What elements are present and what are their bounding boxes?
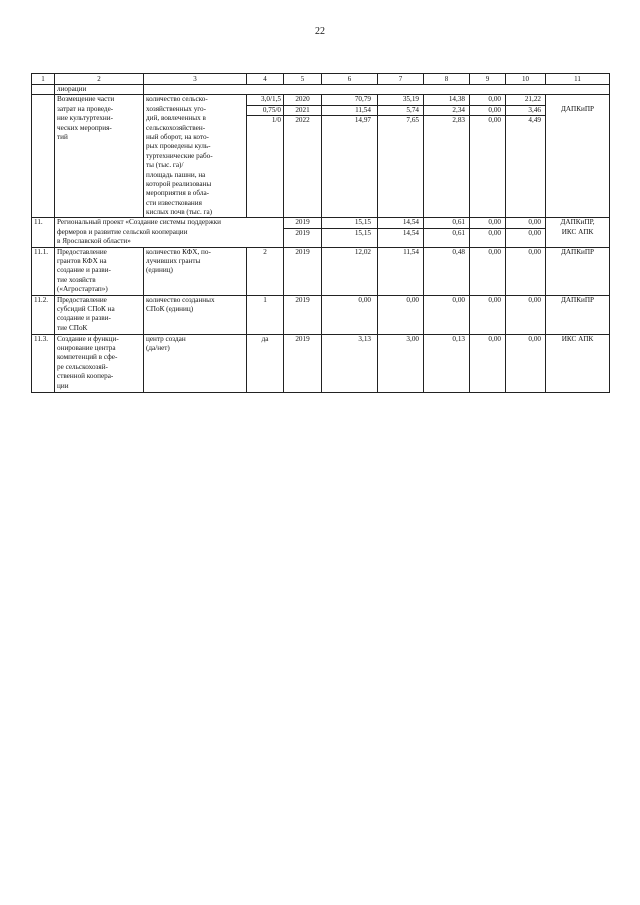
local-value: 0,00 [470, 295, 506, 334]
header-cell: 9 [470, 74, 506, 85]
extra-values: 21,22 3,46 4,49 [506, 95, 546, 218]
local-value: 0,00 [470, 247, 506, 295]
header-cell: 11 [546, 74, 610, 85]
row-number: 11. [32, 218, 55, 247]
total-values: 70,79 11,54 14,97 [322, 95, 378, 218]
indicator-name: количество сельско- хозяйственных уго- дий, вовлеченных в сельскохозяйствен- ный оборот, на кото- рых проведены куль- туртехнические рабо- ты (тыс. га)/ площадь пашни, на которой реализованы мероприятия в обла- сти известкования кислых почв (тыс. га) [144, 95, 247, 218]
extra-value: 0,00 [506, 334, 546, 392]
year: 2019 [284, 247, 322, 295]
table-row [32, 334, 610, 392]
total-value: 12,02 [322, 247, 378, 295]
measure-name: Создание и функци- онирование центра компетенций в сфе- ре сельскохозяй- ственной коопера- ции [55, 334, 144, 392]
responsible: ДАПКиПР [546, 95, 610, 218]
extra-value: 0,00 [506, 295, 546, 334]
header-cell: 2 [55, 74, 144, 85]
page-number: 22 [315, 26, 325, 37]
total-value: 3,13 [322, 334, 378, 392]
row-number: 11.1. [32, 247, 55, 295]
header-cell: 5 [284, 74, 322, 85]
federal-values: 14,54 14,54 [378, 218, 424, 247]
measure-name: Возмещение части затрат на проведе- ние культуртехни- ческих мероприя- тий [55, 95, 144, 218]
regional-value: 0,48 [424, 247, 470, 295]
table-row [32, 95, 610, 218]
header-cell: 8 [424, 74, 470, 85]
federal-value: 0,00 [378, 295, 424, 334]
regional-values: 0,61 0,61 [424, 218, 470, 247]
row-number: 11.3. [32, 334, 55, 392]
program-table [31, 73, 610, 393]
indicator-name: центр создан (да/нет) [144, 334, 247, 392]
local-value: 0,00 [470, 334, 506, 392]
measure-name: Предоставление грантов КФХ на создание и разви- тие хозяйств («Агростартап») [55, 247, 144, 295]
responsible: ИКС АПК [546, 334, 610, 392]
header-cell: 4 [247, 74, 284, 85]
header-cell: 7 [378, 74, 424, 85]
responsible: ДАПКиПР [546, 247, 610, 295]
indicator-value: 2 [247, 247, 284, 295]
year: 2019 [284, 334, 322, 392]
federal-value: 11,54 [378, 247, 424, 295]
federal-value: 3,00 [378, 334, 424, 392]
local-values: 0,00 0,00 [470, 218, 506, 247]
table-row [32, 218, 610, 247]
header-cell: 3 [144, 74, 247, 85]
header-cell: 10 [506, 74, 546, 85]
continued-text: лиорации [55, 85, 144, 95]
table-row [32, 85, 610, 95]
header-cell: 6 [322, 74, 378, 85]
federal-values: 35,19 5,74 7,65 [378, 95, 424, 218]
responsible: ДАПКиПР [546, 295, 610, 334]
regional-values: 14,38 2,34 2,83 [424, 95, 470, 218]
responsible: ДАПКиПР, ИКС АПК [546, 218, 610, 247]
table-row [32, 247, 610, 295]
row-number: 11.2. [32, 295, 55, 334]
indicator-value: 1 [247, 295, 284, 334]
header-row [32, 74, 610, 85]
extra-values: 0,00 0,00 [506, 218, 546, 247]
years: 2020 2021 2022 [284, 95, 322, 218]
extra-value: 0,00 [506, 247, 546, 295]
measure-name: Предоставление субсидий СПоК на создание и разви- тие СПоК [55, 295, 144, 334]
local-values: 0,00 0,00 0,00 [470, 95, 506, 218]
regional-value: 0,00 [424, 295, 470, 334]
table-row [32, 295, 610, 334]
header-cell: 1 [32, 74, 55, 85]
indicator-values: 3,0/1,5 0,75/0 1/0 [247, 95, 284, 218]
indicator-name: количество созданных СПоК (единиц) [144, 295, 247, 334]
project-title: Региональный проект «Создание системы поддержки фермеров и развитие сельской кооперации в Ярославской области» [55, 218, 284, 247]
total-values: 15,15 15,15 [322, 218, 378, 247]
year: 2019 [284, 295, 322, 334]
total-value: 0,00 [322, 295, 378, 334]
regional-value: 0,13 [424, 334, 470, 392]
indicator-name: количество КФХ, по- лучивших гранты (единиц) [144, 247, 247, 295]
years: 2019 2019 [284, 218, 322, 247]
indicator-value: да [247, 334, 284, 392]
